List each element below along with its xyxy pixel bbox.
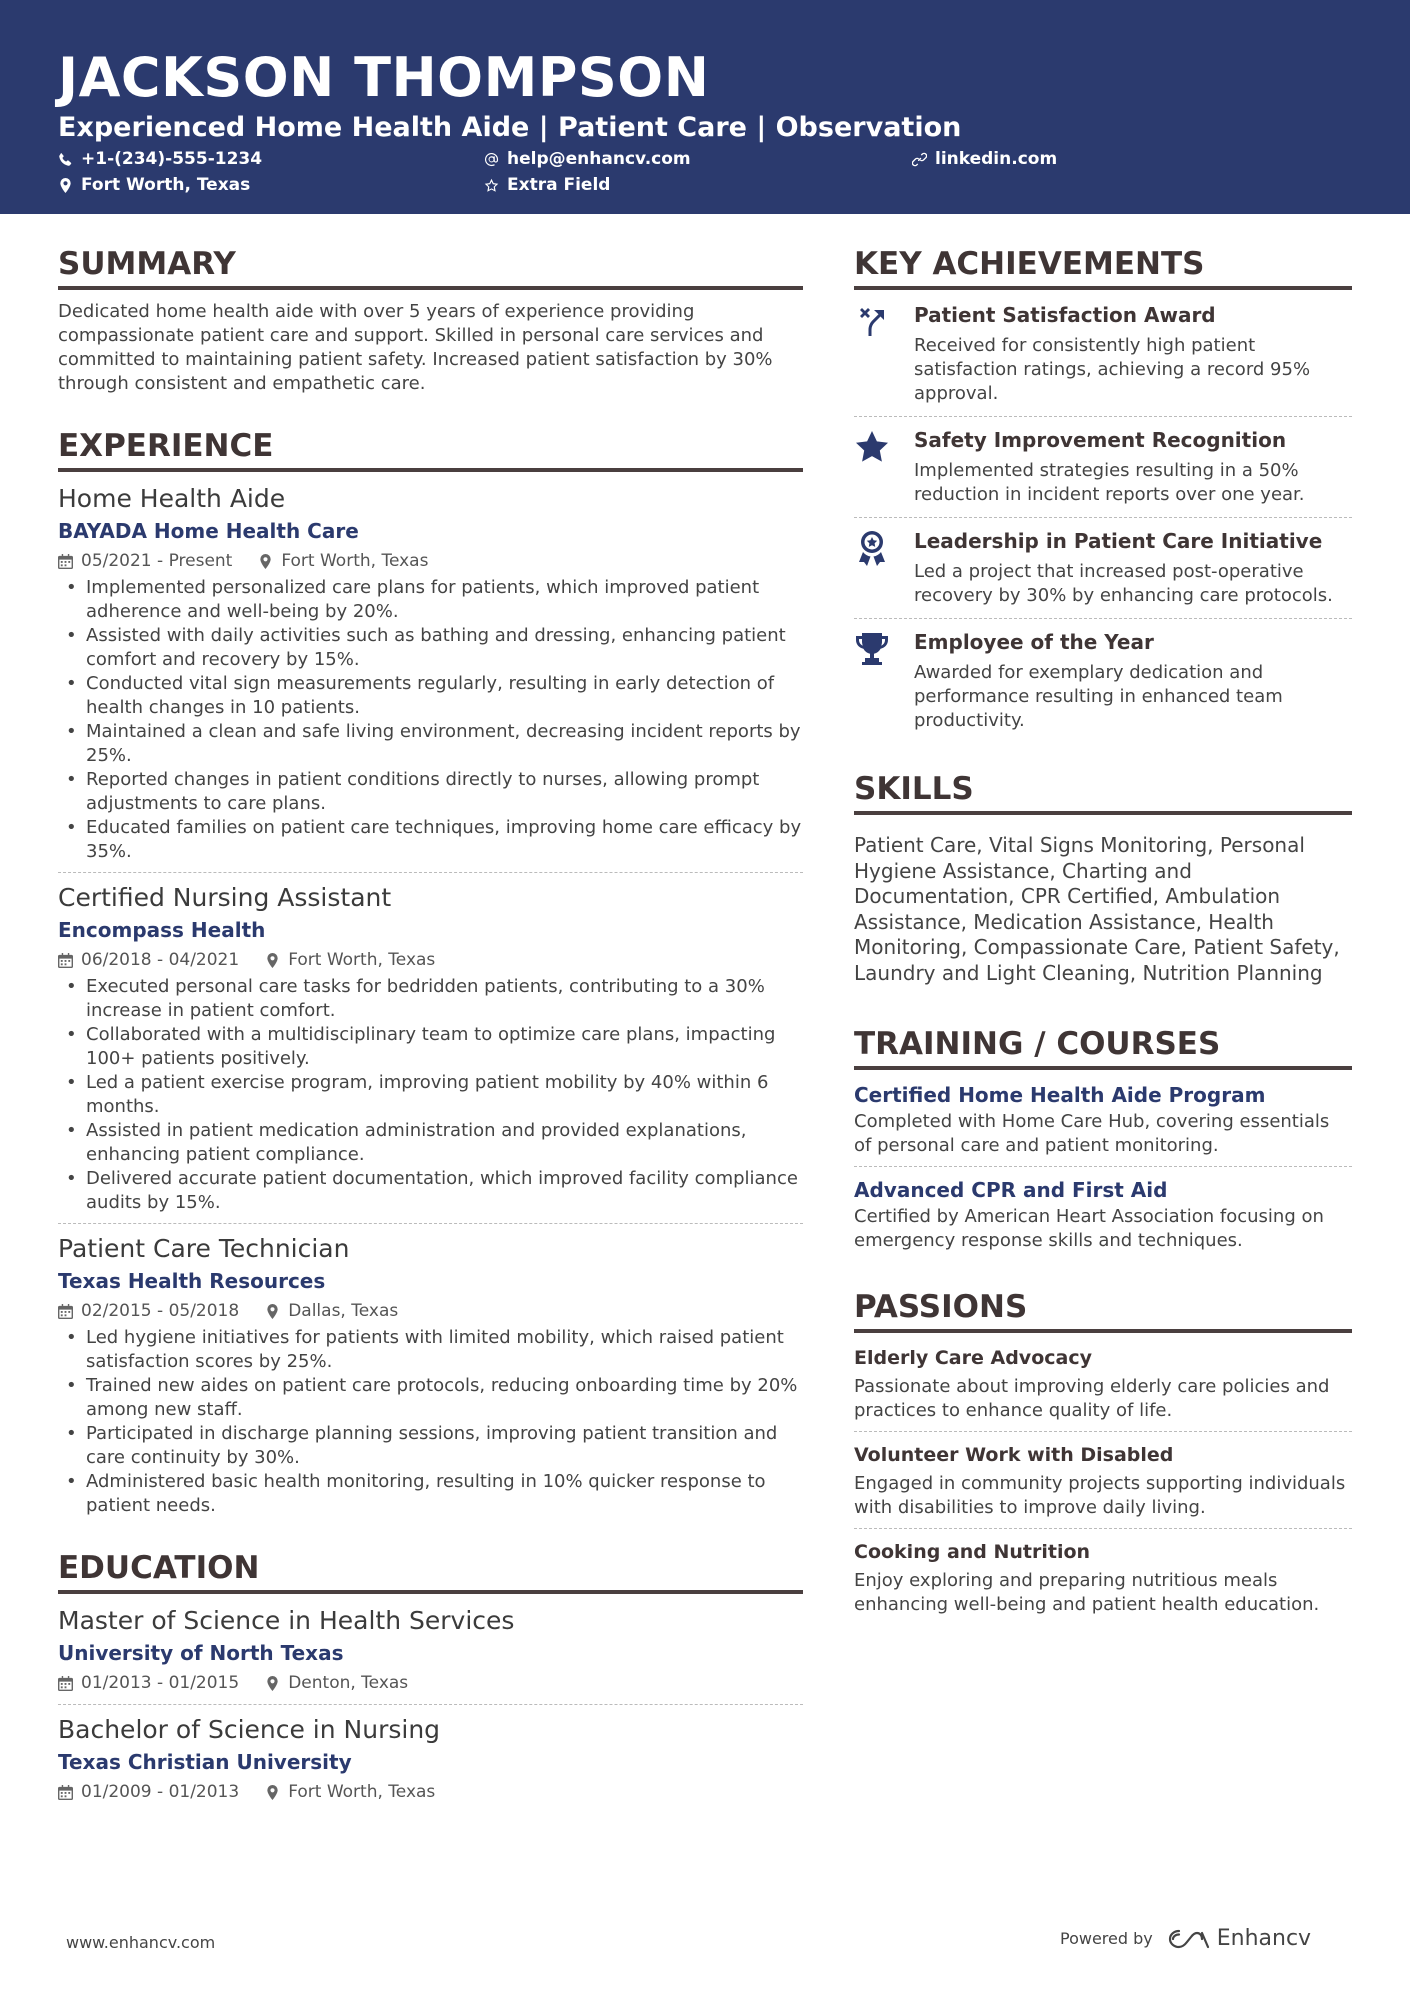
linkedin-text: linkedin.com	[935, 149, 1058, 169]
school-name: Texas Christian University	[58, 1750, 352, 1774]
job-location	[265, 1298, 398, 1324]
job-company: Texas Health Resources	[58, 1269, 326, 1293]
job-dates: 05/2021 - Present	[81, 551, 233, 571]
enhancv-logo[interactable]	[1167, 1926, 1311, 1951]
brand-text: Enhancv	[1216, 1926, 1312, 1951]
education-location-text: Fort Worth, Texas	[288, 1782, 436, 1802]
summary-text: Dedicated home health aide with over 5 years of experience providing compassionate patient care and support. Skilled in personal care services and committed to maintaining patient safety. Increased patient satisfaction by 30% through consistent and empathetic care.	[58, 301, 773, 394]
passion-title: Elderly Care Advocacy	[854, 1347, 1092, 1369]
phone-icon	[58, 152, 73, 167]
experience-entry	[58, 1232, 803, 1526]
achievement-icon-wrap	[854, 526, 914, 608]
job-location	[265, 947, 435, 973]
achievement-body	[914, 627, 1352, 733]
summary-heading: SUMMARY	[58, 244, 803, 290]
job-title: Patient Care Technician	[58, 1234, 350, 1263]
job-dates: 02/2015 - 05/2018	[81, 1301, 240, 1321]
skills-heading: SKILLS	[854, 769, 1352, 815]
job-bullet: • Implemented personalized care plans for patients, which improved patient adherence and well-being by 20%.	[58, 576, 803, 624]
experience-entry	[58, 482, 803, 873]
job-bullet: • Reported changes in patient conditions directly to nurses, allowing prompt adjustments to care plans.	[58, 768, 803, 816]
degree-title: Master of Science in Health Services	[58, 1606, 515, 1635]
job-bullet: • Trained new aides on patient care protocols, reducing onboarding time by 20% among new staff.	[58, 1374, 803, 1422]
education-entry	[58, 1713, 803, 1813]
experience-section	[58, 426, 803, 1526]
education-entry	[58, 1604, 803, 1705]
job-location-text: Dallas, Texas	[288, 1301, 399, 1321]
job-location	[258, 548, 428, 574]
training-list	[854, 1080, 1352, 1261]
school-name: University of North Texas	[58, 1641, 344, 1665]
job-bullet: • Maintained a clean and safe living environment, decreasing incident reports by 25%.	[58, 720, 803, 768]
job-bullet: • Led a patient exercise program, improving patient mobility by 40% within 6 months.	[58, 1071, 803, 1119]
calendar-icon	[58, 953, 73, 968]
star-icon	[854, 429, 890, 465]
achievement-title: Employee of the Year	[914, 630, 1154, 654]
star-outline-icon	[484, 178, 499, 193]
job-bullet: • Conducted vital sign measurements regularly, resulting in early detection of health changes in 10 patients.	[58, 672, 803, 720]
location-pin-icon	[58, 178, 73, 193]
arrows-icon	[854, 304, 890, 340]
course-item	[854, 1175, 1352, 1261]
job-bullet: • Administered basic health monitoring, resulting in 10% quicker response to patient needs.	[58, 1470, 803, 1518]
job-bullets	[58, 975, 803, 1215]
extra-text: Extra Field	[507, 175, 611, 195]
contact-linkedin[interactable]	[912, 148, 1057, 170]
passion-item	[854, 1440, 1352, 1529]
job-meta	[58, 548, 803, 574]
course-desc: Certified by American Heart Association focusing on emergency response skills and techniques.	[854, 1206, 1324, 1251]
job-dates: 06/2018 - 04/2021	[81, 950, 240, 970]
achievement-title: Patient Satisfaction Award	[914, 303, 1216, 327]
course-item	[854, 1080, 1352, 1167]
achievements-heading: KEY ACHIEVEMENTS	[854, 244, 1352, 290]
achievement-icon-wrap	[854, 627, 914, 733]
achievement-body	[914, 425, 1352, 507]
training-section	[854, 1024, 1352, 1261]
job-bullet: • Executed personal care tasks for bedridden patients, contributing to a 30% increase in patient comfort.	[58, 975, 803, 1023]
trophy-icon	[854, 631, 890, 667]
achievement-body	[914, 526, 1352, 608]
enhancv-logo-icon	[1167, 1927, 1211, 1951]
achievement-item	[854, 417, 1352, 518]
passions-section	[854, 1287, 1352, 1625]
passion-desc: Enjoy exploring and preparing nutritious meals enhancing well-being and patient health education.	[854, 1570, 1320, 1615]
right-column	[854, 244, 1352, 1633]
candidate-name: JACKSON THOMPSON	[58, 46, 710, 109]
at-icon	[484, 152, 499, 167]
achievement-icon-wrap	[854, 425, 914, 507]
education-location-text: Denton, Texas	[288, 1673, 409, 1693]
calendar-icon	[58, 1785, 73, 1800]
achievement-desc: Implemented strategies resulting in a 50% reduction in incident reports over one year.	[914, 460, 1305, 505]
job-bullet: • Assisted in patient medication administration and provided explanations, enhancing patient compliance.	[58, 1119, 803, 1167]
job-bullet: • Led hygiene initiatives for patients with limited mobility, which raised patient satisfaction scores by 25%.	[58, 1326, 803, 1374]
job-meta	[58, 947, 803, 973]
job-bullets	[58, 1326, 803, 1518]
contact-phone[interactable]	[58, 148, 262, 170]
footer-website[interactable]: www.enhancv.com	[66, 1933, 216, 1952]
passion-item	[854, 1537, 1352, 1625]
powered-by-text: Powered by	[1060, 1929, 1153, 1948]
education-location	[265, 1670, 408, 1696]
education-meta	[58, 1779, 803, 1805]
contact-email[interactable]	[484, 148, 691, 170]
job-company: BAYADA Home Health Care	[58, 519, 359, 543]
job-company: Encompass Health	[58, 918, 266, 942]
degree-title: Bachelor of Science in Nursing	[58, 1715, 441, 1744]
footer-branding	[1060, 1926, 1311, 1951]
passions-list	[854, 1343, 1352, 1625]
job-title: Home Health Aide	[58, 484, 286, 513]
skills-section	[854, 769, 1352, 986]
location-pin-icon	[265, 1785, 280, 1800]
job-bullets	[58, 576, 803, 864]
achievement-item	[854, 619, 1352, 743]
achievement-desc: Received for consistently high patient satisfaction ratings, achieving a record 95% approval.	[914, 335, 1311, 404]
calendar-icon	[58, 1304, 73, 1319]
course-title: Certified Home Health Aide Program	[854, 1083, 1266, 1107]
achievement-desc: Awarded for exemplary dedication and performance resulting in enhanced team productivity.	[914, 662, 1283, 731]
passion-title: Cooking and Nutrition	[854, 1541, 1091, 1563]
phone-text: +1-(234)-555-1234	[81, 149, 263, 169]
education-section	[58, 1548, 803, 1813]
achievement-title: Safety Improvement Recognition	[914, 428, 1287, 452]
achievement-item	[854, 292, 1352, 417]
location-pin-icon	[265, 1304, 280, 1319]
job-bullet: • Participated in discharge planning sessions, improving patient transition and care continuity by 30%.	[58, 1422, 803, 1470]
email-text: help@enhancv.com	[507, 149, 691, 169]
achievement-icon-wrap	[854, 300, 914, 406]
job-bullet: • Assisted with daily activities such as bathing and dressing, enhancing patient comfort and recovery by 15%.	[58, 624, 803, 672]
achievements-section	[854, 244, 1352, 743]
achievement-title: Leadership in Patient Care Initiative	[914, 529, 1323, 553]
training-heading: TRAINING / COURSES	[854, 1024, 1352, 1070]
achievement-body	[914, 300, 1352, 406]
job-bullet: • Delivered accurate patient documentation, which improved facility compliance audits by 15%.	[58, 1167, 803, 1215]
education-heading: EDUCATION	[58, 1548, 803, 1594]
calendar-icon	[58, 554, 73, 569]
education-location	[265, 1779, 435, 1805]
education-dates: 01/2013 - 01/2015	[81, 1673, 240, 1693]
jobs-list	[58, 482, 803, 1526]
job-bullet: • Collaborated with a multidisciplinary team to optimize care plans, impacting 100+ patients positively.	[58, 1023, 803, 1071]
achievement-item	[854, 518, 1352, 619]
contact-extra	[484, 174, 610, 196]
course-title: Advanced CPR and First Aid	[854, 1178, 1168, 1202]
education-dates: 01/2009 - 01/2013	[81, 1782, 240, 1802]
summary-section	[58, 244, 803, 396]
passion-desc: Passionate about improving elderly care policies and practices to enhance quality of life.	[854, 1376, 1330, 1421]
candidate-title: Experienced Home Health Aide | Patient Care | Observation	[58, 112, 962, 143]
passions-heading: PASSIONS	[854, 1287, 1352, 1333]
skills-text: Patient Care, Vital Signs Monitoring, Personal Hygiene Assistance, Charting and Documentation, CPR Certified, Ambulation Assistance, Medication Assistance, Health Monitoring, Compassionate Care, Patient Safety, Laundry and Light Cleaning, Nutrition Planning	[854, 833, 1340, 985]
location-pin-icon	[258, 554, 273, 569]
location-text: Fort Worth, Texas	[81, 175, 251, 195]
contact-location	[58, 174, 250, 196]
passion-desc: Engaged in community projects supporting individuals with disabilities to improve daily living.	[854, 1473, 1346, 1518]
job-bullet: • Educated families on patient care techniques, improving home care efficacy by 35%.	[58, 816, 803, 864]
education-meta	[58, 1670, 803, 1696]
job-title: Certified Nursing Assistant	[58, 883, 392, 912]
ribbon-icon	[854, 530, 890, 566]
job-location-text: Fort Worth, Texas	[281, 551, 429, 571]
experience-entry	[58, 881, 803, 1224]
job-location-text: Fort Worth, Texas	[288, 950, 436, 970]
passion-item	[854, 1343, 1352, 1432]
location-pin-icon	[265, 953, 280, 968]
link-icon	[912, 152, 927, 167]
achievement-desc: Led a project that increased post-operative recovery by 30% by enhancing care protocols.	[914, 561, 1333, 606]
education-list	[58, 1604, 803, 1813]
left-column	[58, 244, 803, 1821]
resume-header	[0, 0, 1410, 214]
passion-title: Volunteer Work with Disabled	[854, 1444, 1174, 1466]
location-pin-icon	[265, 1676, 280, 1691]
achievements-list	[854, 292, 1352, 743]
experience-heading: EXPERIENCE	[58, 426, 803, 472]
course-desc: Completed with Home Care Hub, covering essentials of personal care and patient monitoring.	[854, 1111, 1330, 1156]
job-meta	[58, 1298, 803, 1324]
calendar-icon	[58, 1676, 73, 1691]
